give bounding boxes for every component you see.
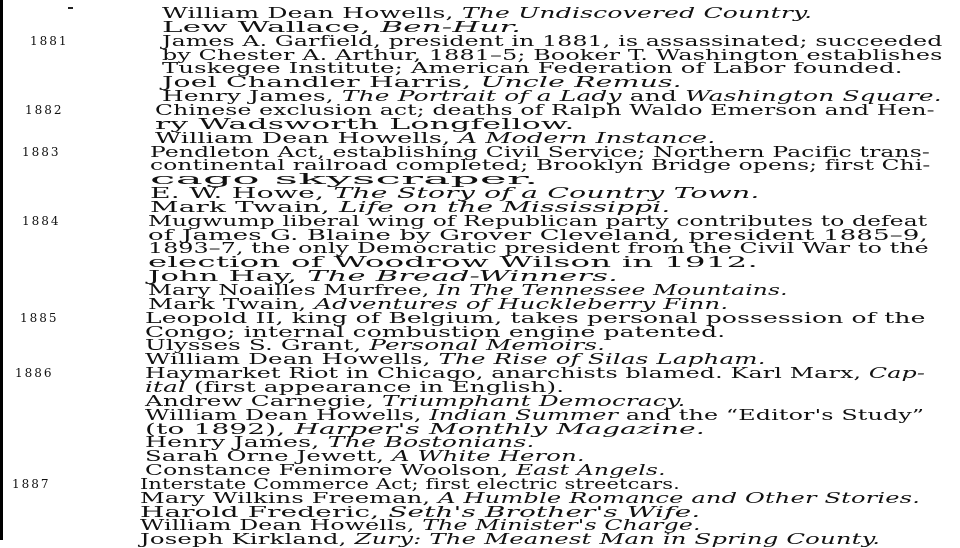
- entry-plain-text: Interstate Commerce Act; first electric streetcars.: [140, 474, 680, 493]
- entry-plain-text: William Dean Howells,: [140, 516, 423, 535]
- chronology-row: [0, 530, 960, 548]
- work-title: The Bread-Winners.: [307, 267, 618, 286]
- work-title: Ben-Hur.: [380, 17, 522, 36]
- entry-plain-text: Mark Twain,: [148, 294, 315, 313]
- entry-plain-text: Tuskegee Institute; American Federation of Labor founded.: [162, 59, 903, 78]
- work-title: The Bostonians.: [327, 433, 535, 452]
- year-label: 1881: [30, 33, 69, 48]
- entry-plain-text: continental railroad completed; Brooklyn Bridge opens; first Chi-: [150, 156, 931, 175]
- entry-plain-text: Chinese exclusion act; deaths of Ralph Waldo Emerson and Hen-: [155, 100, 935, 119]
- year-label: 1887: [12, 476, 51, 491]
- work-title: East Angels.: [516, 461, 666, 480]
- year-label: 1884: [22, 213, 61, 228]
- entry-plain-text: (first appearance in English).: [185, 377, 565, 396]
- entry-plain-text: Mary Noailles Murfree,: [148, 281, 437, 299]
- entry-plain-text: William Dean Howells,: [145, 350, 439, 369]
- work-title: Adventures of Huckleberry Finn.: [314, 294, 729, 313]
- work-title: Indian Summer: [429, 405, 619, 424]
- work-title: The Portrait of a Lady: [341, 87, 622, 106]
- entry-plain-text: Mark Twain,: [150, 197, 340, 216]
- year-label: 1882: [25, 102, 64, 117]
- work-title: Zury: The Meanest Man in Spring County.: [354, 530, 881, 548]
- entry-text: [140, 530, 880, 548]
- work-title: Harper's Monthly Magazine.: [294, 419, 705, 438]
- entry-plain-text: Haymarket Riot in Chicago, anarchists blamed. Karl Marx,: [145, 364, 869, 383]
- entry-plain-text: Lew Wallace,: [162, 17, 381, 36]
- entry-plain-text: ry Wadsworth Longfellow.: [155, 114, 575, 133]
- work-title: The Story of a Country Town.: [333, 184, 760, 203]
- entry-plain-text: and the “Editor's Study”: [618, 405, 925, 424]
- work-title: Seth's Brother's Wife.: [388, 502, 701, 521]
- year-label: 1885: [20, 310, 59, 325]
- entry-plain-text: Mugwump liberal wing of Republican party contributes to defeat: [148, 211, 928, 230]
- entry-plain-text: Henry James,: [145, 433, 328, 452]
- entry-plain-text: Harold Frederic,: [140, 502, 389, 521]
- work-title: A White Heron.: [391, 447, 585, 466]
- entry-plain-text: Mary Wilkins Freeman,: [140, 488, 439, 507]
- entry-plain-text: of James G. Blaine by Grover Cleveland, president 1885–9,: [148, 225, 928, 244]
- entry-plain-text: Sarah Orne Jewett,: [145, 447, 392, 466]
- work-title: In The Tennessee Mountains.: [436, 281, 788, 299]
- work-title: ital: [145, 377, 186, 396]
- entry-plain-text: E. W. Howe,: [150, 184, 334, 203]
- work-title: A Modern Instance.: [458, 128, 716, 147]
- work-title: Cap-: [868, 364, 926, 383]
- entry-plain-text: James A. Garfield, president in 1881, is assassinated; succeeded: [162, 31, 943, 50]
- entry-plain-text: 1893–7, the only Democratic president from the Civil War to the: [148, 239, 929, 258]
- entry-plain-text: Ulysses S. Grant,: [145, 336, 370, 355]
- entry-plain-text: John Hay,: [148, 267, 308, 286]
- work-title: The Rise of Silas Lapham.: [438, 350, 766, 369]
- entry-plain-text: William Dean Howells,: [155, 128, 459, 147]
- work-title: The Undiscovered Country.: [461, 4, 813, 22]
- entry-plain-text: (to 1892),: [145, 419, 295, 438]
- entry-plain-text: William Dean Howells,: [145, 405, 430, 424]
- entry-plain-text: Pendleton Act, establishing Civil Service; Northern Pacific trans-: [150, 142, 930, 161]
- entry-plain-text: Henry James,: [162, 87, 342, 106]
- entry-plain-text: Leopold II, king of Belgium, takes personal possession of the: [145, 308, 926, 327]
- entry-plain-text: Congo; internal combustion engine patented.: [145, 322, 726, 341]
- entry-plain-text: and: [621, 87, 686, 106]
- entry-plain-text: election of Woodrow Wilson in 1912.: [148, 253, 759, 272]
- entry-plain-text: cago skyscraper.: [150, 170, 539, 189]
- entry-plain-text: Constance Fenimore Woolson,: [145, 461, 517, 480]
- year-label: 1886: [15, 366, 54, 381]
- year-label: 1883: [22, 144, 61, 159]
- work-title: Washington Square.: [685, 87, 942, 106]
- work-title: Uncle Remus.: [480, 73, 682, 92]
- entry-plain-text: by Chester A. Arthur, 1881–5; Booker T. Washington establishes: [162, 45, 943, 64]
- entry-plain-text: Joel Chandler Harris,: [162, 73, 481, 92]
- work-title: A Humble Romance and Other Stories.: [438, 488, 921, 507]
- entry-plain-text: William Dean Howells,: [162, 4, 462, 22]
- work-title: Personal Memoirs.: [369, 336, 606, 355]
- entry-plain-text: Andrew Carnegie,: [145, 391, 382, 410]
- work-title: Life on the Mississippi.: [339, 197, 671, 216]
- work-title: The Minister's Charge.: [422, 516, 701, 535]
- entry-plain-text: Joseph Kirkland,: [140, 530, 355, 548]
- work-title: Triumphant Democracy.: [381, 391, 686, 410]
